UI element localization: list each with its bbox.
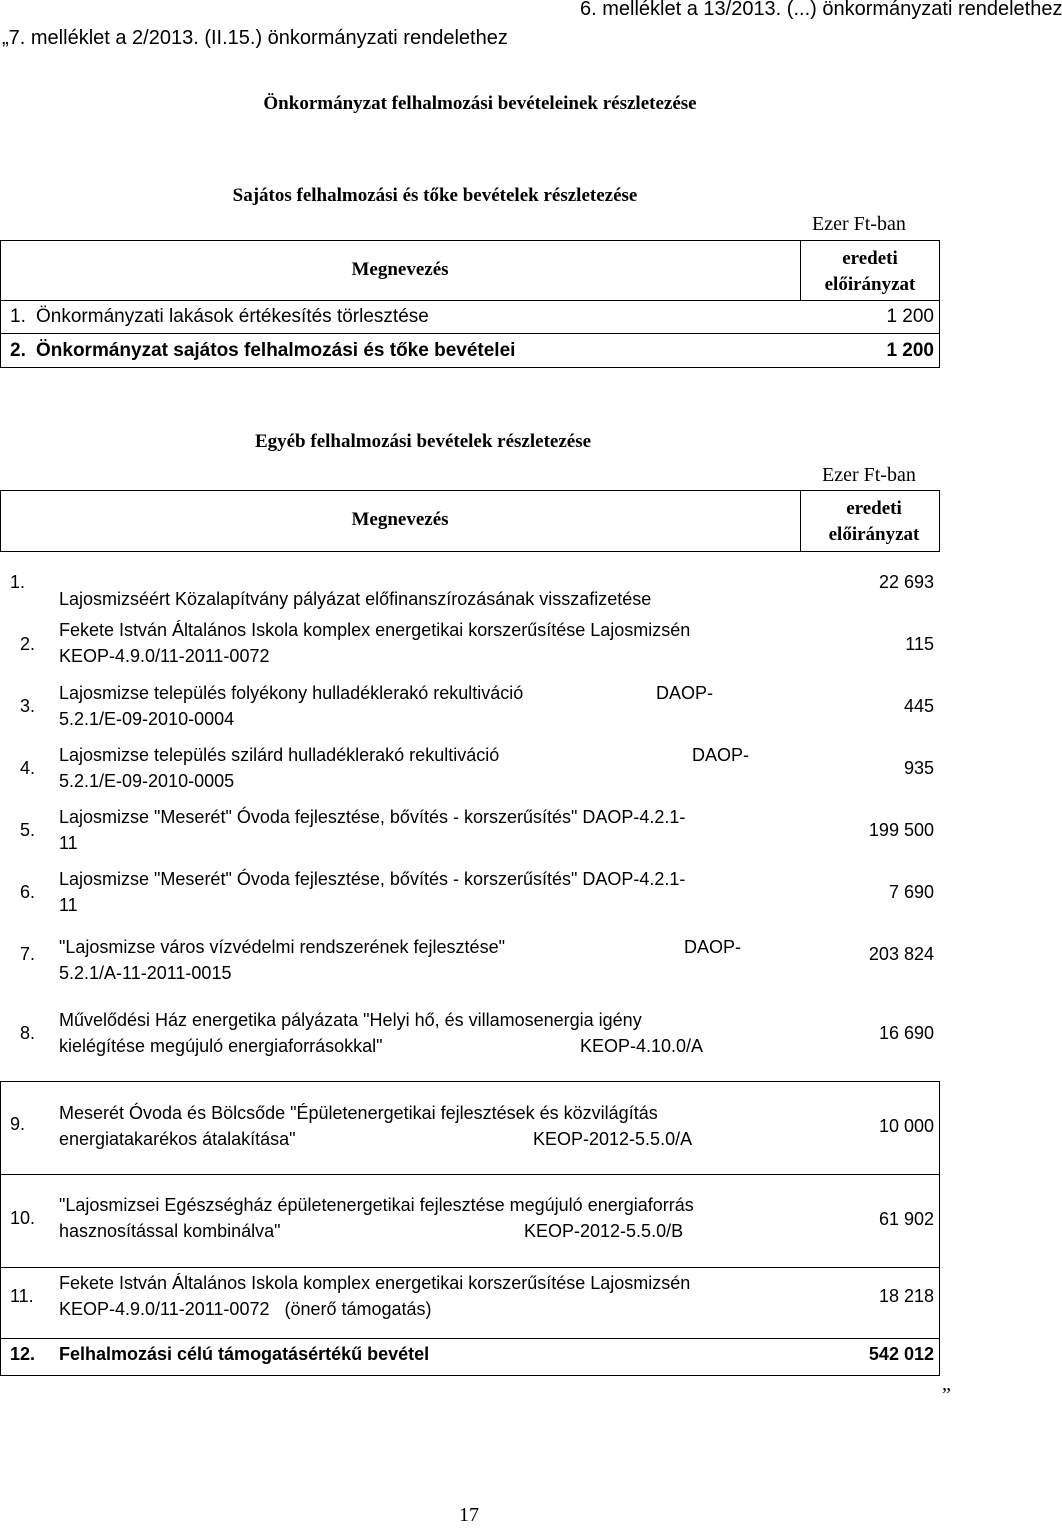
- section2-total-name: Felhalmozási célú támogatásértékű bevétel: [59, 1344, 430, 1364]
- section1-row1-value: 1 200: [886, 306, 934, 327]
- section2-row2-num: 2.: [20, 634, 36, 654]
- section1-title: Sajátos felhalmozási és tőke bevételek részletezése: [232, 185, 638, 206]
- section2-row6-value: 7 690: [888, 882, 934, 902]
- section2-row4-line2: 5.2.1/E-09-2010-0005: [59, 771, 235, 791]
- section2-row8-code: KEOP-4.10.0/A: [580, 1036, 704, 1056]
- section2-row3-line1: Lajosmizse település folyékony hulladéklerakó rekultiváció: [59, 683, 524, 703]
- section2-row5-value: 199 500: [868, 820, 934, 840]
- section2-row6-num: 6.: [20, 882, 36, 902]
- header-line-1: 6. melléklet a 13/2013. (...) önkormányzati rendelethez: [580, 0, 1062, 20]
- section1-row2-name: Önkormányzat sajátos felhalmozási és tőke bevételei: [36, 340, 516, 361]
- section2-row1-value: 22 693: [878, 572, 934, 592]
- section2-row3-num: 3.: [20, 696, 36, 716]
- section2-row8-num: 8.: [20, 1023, 36, 1043]
- section2-row11-line1: Fekete István Általános Iskola komplex energetikai korszerűsítése Lajosmizsén: [59, 1273, 691, 1293]
- section2-row8-line1: Művelődési Ház energetika pályázata "Helyi hő, és villamosenergia igény: [59, 1010, 642, 1030]
- section2-row2-line2: KEOP-4.9.0/11-2011-0072: [59, 646, 270, 666]
- section1-row2-value: 1 200: [886, 340, 934, 361]
- section2-row10-value: 61 902: [878, 1209, 934, 1229]
- section2-row8-value: 16 690: [878, 1023, 934, 1043]
- section2-row8-line2: kielégítése megújuló energiaforrásokkal": [59, 1036, 383, 1056]
- section2-row7-line1: "Lajosmizse város vízvédelmi rendszerének fejlesztése": [59, 937, 505, 957]
- section2-row7-value: 203 824: [868, 944, 934, 964]
- section2-unit: Ezer Ft-ban: [822, 464, 916, 486]
- section1-row1-num: 1.: [10, 306, 26, 327]
- section2-title: Egyéb felhalmozási bevételek részletezése: [254, 431, 592, 452]
- section2-row1-line1: Lajosmizséért Közalapítvány pályázat előfinanszírozásának visszafizetése: [59, 589, 652, 609]
- section2-row11-line2: KEOP-4.9.0/11-2011-0072 (önerő támogatás): [59, 1299, 432, 1319]
- section2-row5-num: 5.: [20, 820, 36, 840]
- section2-row5-line2: 11: [59, 833, 78, 853]
- section2-row10-line1: "Lajosmizsei Egészségház épületenergetikai fejlesztése megújuló energiaforrás: [59, 1195, 694, 1215]
- section2-total-num: 12.: [10, 1344, 36, 1364]
- section2-row9-num: 9.: [10, 1114, 26, 1134]
- section1-row1-name: Önkormányzati lakások értékesítés törlesztése: [36, 306, 429, 327]
- section2-row7-code: DAOP-: [684, 937, 742, 957]
- section1-col-value: eredeti előirányzat: [824, 248, 916, 295]
- section2-total-value: 542 012: [868, 1344, 934, 1364]
- section2-row3-line2: 5.2.1/E-09-2010-0004: [59, 709, 235, 729]
- closing-quote: ”: [942, 1384, 951, 1406]
- section2-row5-line1: Lajosmizse "Meserét" Óvoda fejlesztése, bővítés - korszerűsítés" DAOP-4.2.1-: [59, 807, 686, 827]
- section1-row2-num: 2.: [10, 340, 26, 361]
- section1-unit: Ezer Ft-ban: [812, 213, 906, 235]
- page-number: 17: [459, 1504, 479, 1526]
- section2-row7-line2: 5.2.1/A-11-2011-0015: [59, 963, 232, 983]
- section2-row10-num: 10.: [10, 1208, 36, 1228]
- section2-row10-line2: hasznosítással kombinálva": [59, 1221, 281, 1241]
- section2-row3-value: 445: [903, 696, 934, 716]
- section2-row9-code: KEOP-2012-5.5.0/A: [533, 1129, 693, 1149]
- section2-row4-line1: Lajosmizse település szilárd hulladéklerakó rekultiváció: [59, 745, 500, 765]
- section2-row11-num: 11.: [10, 1286, 34, 1306]
- section2-row7-num: 7.: [20, 944, 36, 964]
- section2-row4-code: DAOP-: [692, 745, 750, 765]
- section2-row1-num: 1.: [10, 572, 26, 592]
- section2-col-name: Megnevezés: [351, 509, 449, 530]
- section2-row6-line2: 11: [59, 895, 78, 915]
- section2-row9-value: 10 000: [878, 1116, 934, 1136]
- section2-row2-value: 115: [905, 634, 934, 654]
- document-title: Önkormányzat felhalmozási bevételeinek részletezése: [263, 93, 697, 114]
- section2-row2-line1: Fekete István Általános Iskola komplex energetikai korszerűsítése Lajosmizsén: [59, 620, 691, 640]
- header-line-2: „7. melléklet a 2/2013. (II.15.) önkormányzati rendelethez: [2, 27, 508, 49]
- section2-col-value: eredeti előirányzat: [828, 498, 920, 545]
- section2-row4-num: 4.: [20, 758, 36, 778]
- section2-row3-code: DAOP-: [656, 683, 714, 703]
- section2-row11-value: 18 218: [878, 1286, 934, 1306]
- section2-row10-code: KEOP-2012-5.5.0/B: [524, 1221, 684, 1241]
- section2-row6-line1: Lajosmizse "Meserét" Óvoda fejlesztése, bővítés - korszerűsítés" DAOP-4.2.1-: [59, 869, 686, 889]
- section2-row9-line2: energiatakarékos átalakítása": [59, 1129, 296, 1149]
- section2-row4-value: 935: [903, 758, 934, 778]
- section1-col-name: Megnevezés: [351, 259, 449, 280]
- section2-row9-line1: Meserét Óvoda és Bölcsőde "Épületenergetikai fejlesztések és közvilágítás: [59, 1103, 658, 1123]
